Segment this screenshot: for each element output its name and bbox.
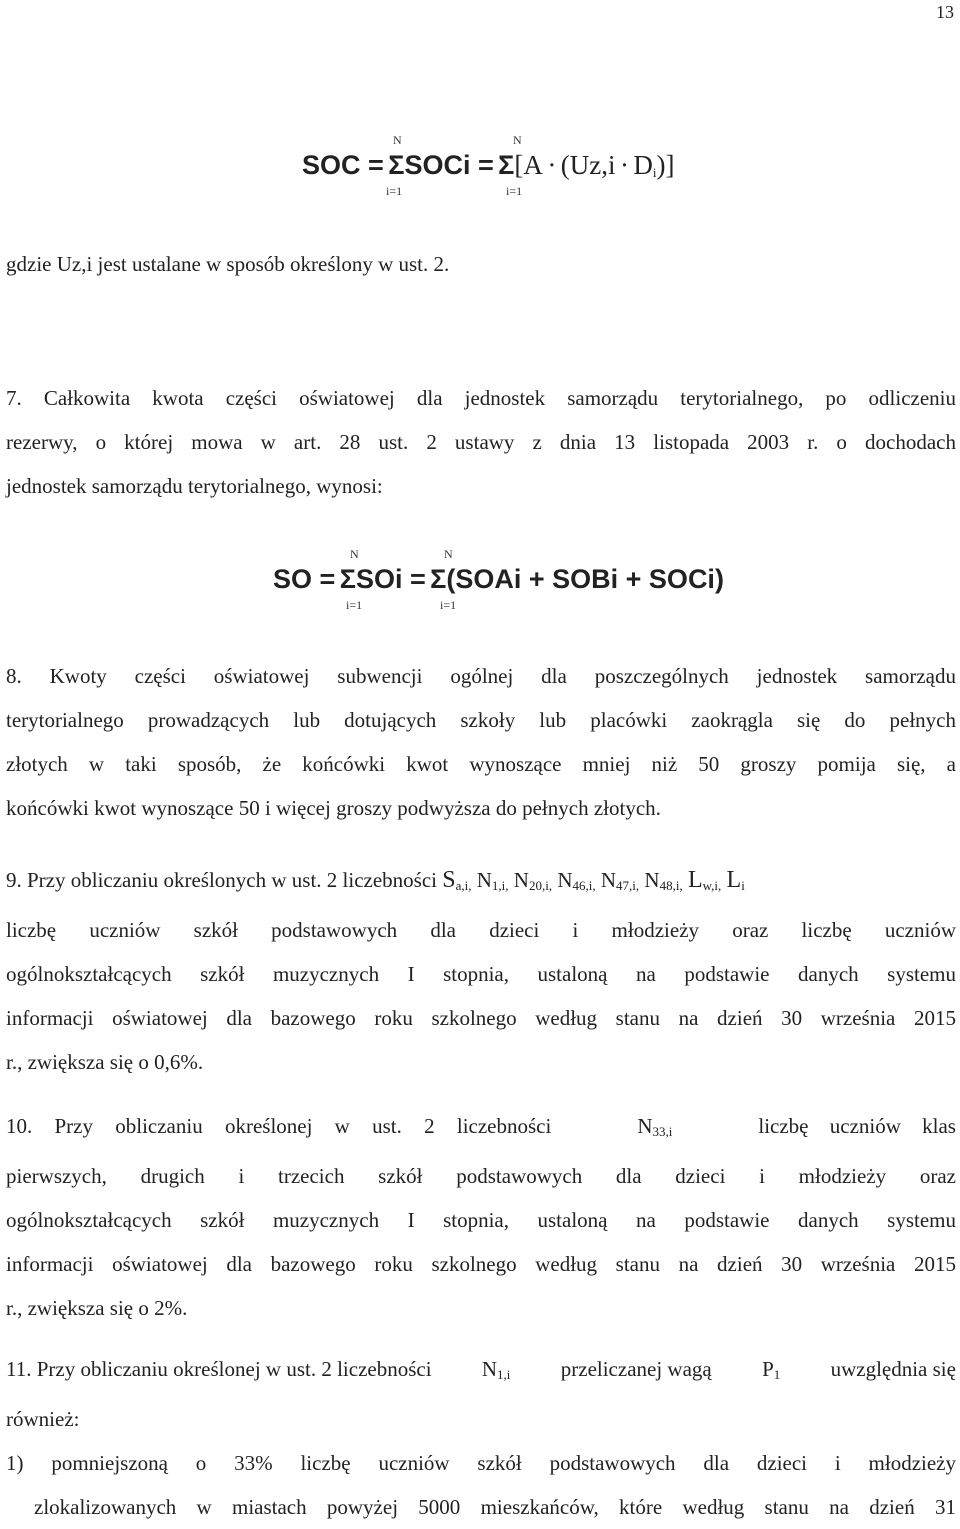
text-line: złotych w taki sposób, że końcówki kwot wynoszące mniej niż 50 groszy pomija się, a [6,752,956,776]
para10-prefix: 10. Przy obliczaniu określonej w ust. 2 liczebności [6,1114,552,1138]
symbol-base: N [637,1114,653,1138]
formula1-term2a: [A [514,150,543,180]
formula1-term2c-sub: i [652,165,657,180]
formula2-term1: SOi = [355,564,426,594]
symbol-sub: 20,i, [528,878,553,893]
sigma-symbol: Σ [430,564,447,594]
symbol-base: N [476,868,492,892]
text-line: ogólnokształcących szkół muzycznych I stopnia, ustaloną na podstawie danych systemu [6,1208,956,1232]
text-line: 7. Całkowita kwota części oświatowej dla jednostek samorządu terytorialnego, po odliczeniu [6,386,956,410]
text-line: rezerwy, o której mowa w art. 28 ust. 2 ustawy z dnia 13 listopada 2003 r. o dochodach [6,430,956,454]
list-item: 1) pomniejszoną o 33% liczbę uczniów szkół podstawowych dla dzieci i młodzieży [6,1451,956,1475]
symbol-base: N [557,868,573,892]
text-line: ogólnokształcących szkół muzycznych I stopnia, ustaloną na podstawie danych systemu [6,962,956,986]
paragraph-9 [6,858,956,1084]
sum2-lower-limit: i=1 [506,184,523,198]
paragraph-7 [6,376,956,508]
multiplication-dot: · [619,150,629,180]
paragraph-10 [6,1104,956,1330]
text-line: informacji oświatowej dla bazowego roku szkolnego według stanu na dzień 30 września 2015 [6,1006,956,1030]
para11-mid: przeliczanej wagą [560,1357,712,1381]
text-line: 8. Kwoty części oświatowej subwencji ogólnej dla poszczególnych jednostek samorządu [6,664,956,688]
page-number: 13 [936,2,954,22]
symbol-sub: 1,i [497,1367,511,1382]
symbol-sub: a,i, [455,878,472,893]
formula1-term2c: D [633,150,653,180]
text-line: terytorialnego prowadzących lub dotujących szkoły lub placówki zaokrągla się do pełnych [6,708,956,732]
text-line: r., zwiększa się o 0,6%. [6,1050,204,1074]
formula1-term2-end: )] [656,150,675,180]
sum2-upper-limit: N [513,133,522,147]
text-line: informacji oświatowej dla bazowego roku szkolnego według stanu na dzień 30 września 2015 [6,1252,956,1276]
text-line [6,1104,956,1154]
formula1-lhs: SOC = [302,150,384,180]
list-item-continuation: zlokalizowanych w miastach powyżej 5000 mieszkańców, które według stanu na dzień 31 [34,1495,956,1519]
formula2-lhs: SO = [273,564,336,594]
formula1-term1: SOCi = [404,150,494,180]
sum1-lower-limit: i=1 [386,184,403,198]
text-line: również: [6,1407,80,1431]
symbol-base: N [513,868,529,892]
symbol-sub: 1,i, [491,878,509,893]
symbol-base: N [644,868,660,892]
para11-suffix: uwzględnia się [830,1357,956,1381]
para9-prefix: 9. Przy obliczaniu określonych w ust. 2 liczebności [6,868,437,892]
formula2-term2: (SOAi + SOBi + SOCi) [446,564,724,594]
sigma-symbol: Σ [339,564,356,594]
symbol-sub: 46,i, [572,878,596,893]
symbol-base: N [481,1357,498,1381]
sum2-lower-limit: i=1 [440,598,457,612]
symbol-sub: w,i, [702,878,722,893]
symbol-base: N [600,868,617,892]
symbol-base: L [687,867,703,893]
paragraph-8 [6,654,956,830]
sum1-lower-limit: i=1 [346,598,363,612]
text-line: pierwszych, drugich i trzecich szkół podstawowych dla dzieci i młodzieży oraz [6,1164,956,1188]
sigma-symbol: Σ [388,150,405,180]
symbol-sub: 47,i, [616,878,640,893]
note-uz: gdzie Uz,i jest ustalane w sposób określony w ust. 2. [6,252,450,276]
symbol-sub: 33,i [652,1124,673,1139]
weight-sub: 1 [773,1367,781,1382]
sum1-upper-limit: N [393,133,402,147]
weight-base: P [762,1357,774,1381]
symbol-base: L [726,867,742,893]
text-line: r., zwiększa się o 2%. [6,1296,188,1320]
text-line [6,1347,956,1397]
formula1-term2b: (Uz,i [560,150,616,180]
sum1-upper-limit: N [350,547,359,561]
text-line: liczbę uczniów szkół podstawowych dla dzieci i młodzieży oraz liczbę uczniów [6,918,956,942]
text-line [6,858,956,908]
symbol-sub: 48,i, [659,878,683,893]
sum2-upper-limit: N [444,547,453,561]
text-line: końcówki kwot wynoszące 50 i więcej groszy podwyższa do pełnych złotych. [6,796,661,820]
multiplication-dot: · [547,150,557,180]
paragraph-11 [6,1347,956,1529]
symbol-sub: i [741,878,745,893]
text-line: jednostek samorządu terytorialnego, wynosi: [6,474,383,498]
symbol-base: S [442,867,456,893]
sigma-symbol: Σ [498,150,515,180]
para10-suffix: liczbę uczniów klas [758,1114,956,1138]
para11-prefix: 11. Przy obliczaniu określonej w ust. 2 liczebności [6,1357,432,1381]
